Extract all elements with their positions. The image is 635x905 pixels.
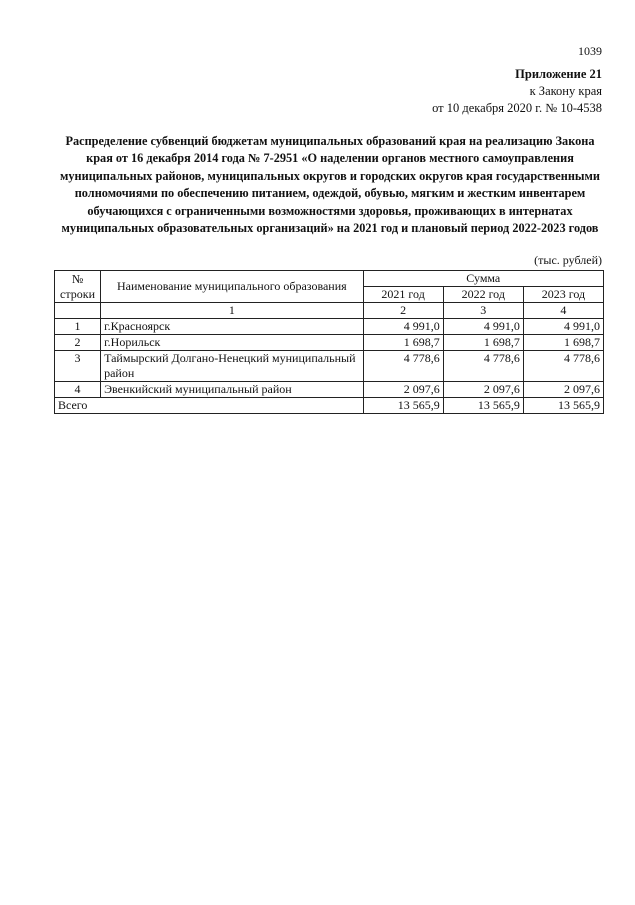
page-number: 1039 xyxy=(578,44,602,58)
row-number: 2 xyxy=(55,335,101,351)
total-value-2022: 13 565,9 xyxy=(443,398,523,414)
row-number: 1 xyxy=(55,319,101,335)
index-cell-empty xyxy=(55,303,101,319)
row-municipality: Таймырский Долгано-Ненецкий муниципальный район xyxy=(101,351,363,382)
header-year-2023: 2023 год xyxy=(523,287,603,303)
row-value-2022: 1 698,7 xyxy=(443,335,523,351)
row-value-2022: 4 778,6 xyxy=(443,351,523,382)
header-municipality: Наименование муниципального образования xyxy=(101,271,363,303)
appendix-law-date: от 10 декабря 2020 г. № 10-4538 xyxy=(432,101,602,115)
table-row xyxy=(55,335,604,351)
table-header-row xyxy=(55,271,604,287)
row-municipality: г.Красноярск xyxy=(101,319,363,335)
row-value-2022: 2 097,6 xyxy=(443,382,523,398)
row-value-2023: 4 778,6 xyxy=(523,351,603,382)
subvention-table xyxy=(54,270,604,414)
appendix-label: Приложение 21 xyxy=(515,67,602,81)
document-title: Распределение субвенций бюджетам муниципальных образований края на реализацию Закона края от 16 декабря 2014 года № 7-2951 «О наделении органов местного самоуправления муниципальных районов, муниципальных округов и городских округов края государственными полномочиями по обеспечению питанием, одеждой, обувью, мягким и жестким инвентарем обучающихся с ограниченными возможностями здоровья, проживающих в интернатах муниципальных образовательных организаций» на 2021 год и плановый период 2022-2023 годов xyxy=(60,134,600,236)
header-row-number: № строки xyxy=(55,271,101,303)
header-year-2021: 2021 год xyxy=(363,287,443,303)
index-cell: 4 xyxy=(523,303,603,319)
row-value-2023: 4 991,0 xyxy=(523,319,603,335)
row-value-2021: 1 698,7 xyxy=(363,335,443,351)
row-value-2023: 1 698,7 xyxy=(523,335,603,351)
table-total-row xyxy=(55,398,604,414)
units-label: (тыс. рублей) xyxy=(534,253,602,267)
row-value-2023: 2 097,6 xyxy=(523,382,603,398)
header-year-2022: 2022 год xyxy=(443,287,523,303)
row-value-2021: 2 097,6 xyxy=(363,382,443,398)
appendix-block xyxy=(432,66,602,117)
row-value-2021: 4 991,0 xyxy=(363,319,443,335)
row-value-2022: 4 991,0 xyxy=(443,319,523,335)
index-cell: 3 xyxy=(443,303,523,319)
table-row xyxy=(55,351,604,382)
row-municipality: г.Норильск xyxy=(101,335,363,351)
total-label: Всего xyxy=(55,398,364,414)
table-row xyxy=(55,319,604,335)
row-value-2021: 4 778,6 xyxy=(363,351,443,382)
total-value-2023: 13 565,9 xyxy=(523,398,603,414)
table-index-row xyxy=(55,303,604,319)
row-number: 3 xyxy=(55,351,101,382)
index-cell: 1 xyxy=(101,303,363,319)
table-row xyxy=(55,382,604,398)
header-sum: Сумма xyxy=(363,271,603,287)
row-number: 4 xyxy=(55,382,101,398)
index-cell: 2 xyxy=(363,303,443,319)
appendix-law-ref: к Закону края xyxy=(529,84,602,98)
total-value-2021: 13 565,9 xyxy=(363,398,443,414)
row-municipality: Эвенкийский муниципальный район xyxy=(101,382,363,398)
